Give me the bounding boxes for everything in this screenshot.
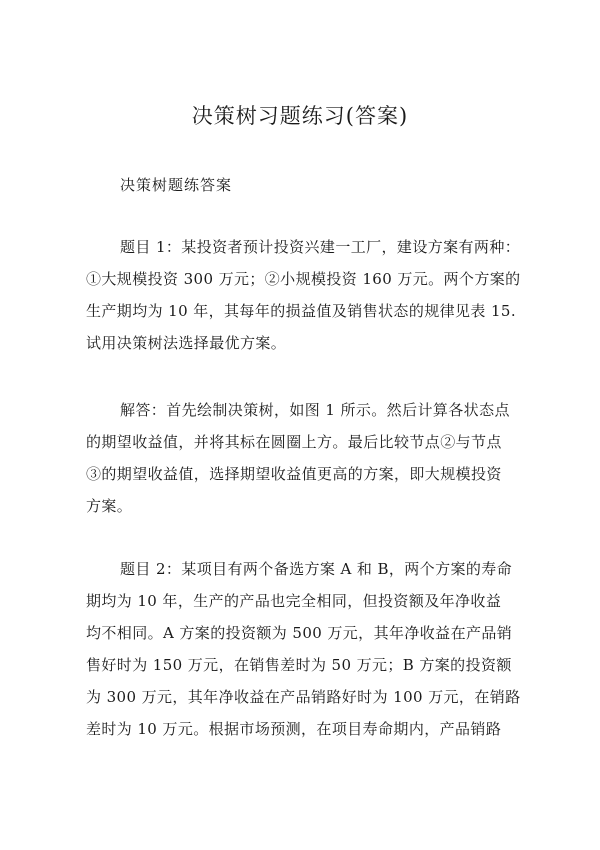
paragraph-line: 题目 1：某投资者预计投资兴建一工厂，建设方案有两种： [120,238,521,256]
question-1-paragraph [86,231,526,359]
paragraph-line: 售好时为 150 万元，在销售差时为 50 万元；B 方案的投资额 [86,656,512,674]
paragraph-line: 为 300 万元，其年净收益在产品销路好时为 100 万元，在销路 [86,688,521,706]
paragraph-line: 差时为 10 万元。根据市场预测，在项目寿命期内，产品销路 [86,720,502,738]
paragraph-line: 期均为 10 年，生产的产品也完全相同，但投资额及年净收益 [86,592,502,610]
paragraph-line: 的期望收益值，并将其标在圆圈上方。最后比较节点②与节点 [86,433,502,451]
paragraph-line: 方案。 [86,497,133,515]
paragraph-line: 试用决策树法选择最优方案。 [86,334,287,352]
document-title: 决策树习题练习(答案) [191,104,409,128]
paragraph-line: 均不相同。A 方案的投资额为 500 万元，其年净收益在产品销 [86,624,513,642]
document-subtitle: 决策树题练答案 [120,176,233,194]
paragraph-line: ③的期望收益值，选择期望收益值更高的方案，即大规模投资 [86,465,502,483]
answer-1-paragraph [86,394,526,522]
paragraph-line: 题目 2：某项目有两个备选方案 A 和 B，两个方案的寿命 [120,560,513,578]
paragraph-line: 生产期均为 10 年，其每年的损益值及销售状态的规律见表 15. [86,302,517,320]
paragraph-line: ①大规模投资 300 万元；②小规模投资 160 万元。两个方案的 [86,270,521,288]
paragraph-line: 解答：首先绘制决策树，如图 1 所示。然后计算各状态点 [120,401,510,419]
question-2-paragraph [86,553,526,745]
